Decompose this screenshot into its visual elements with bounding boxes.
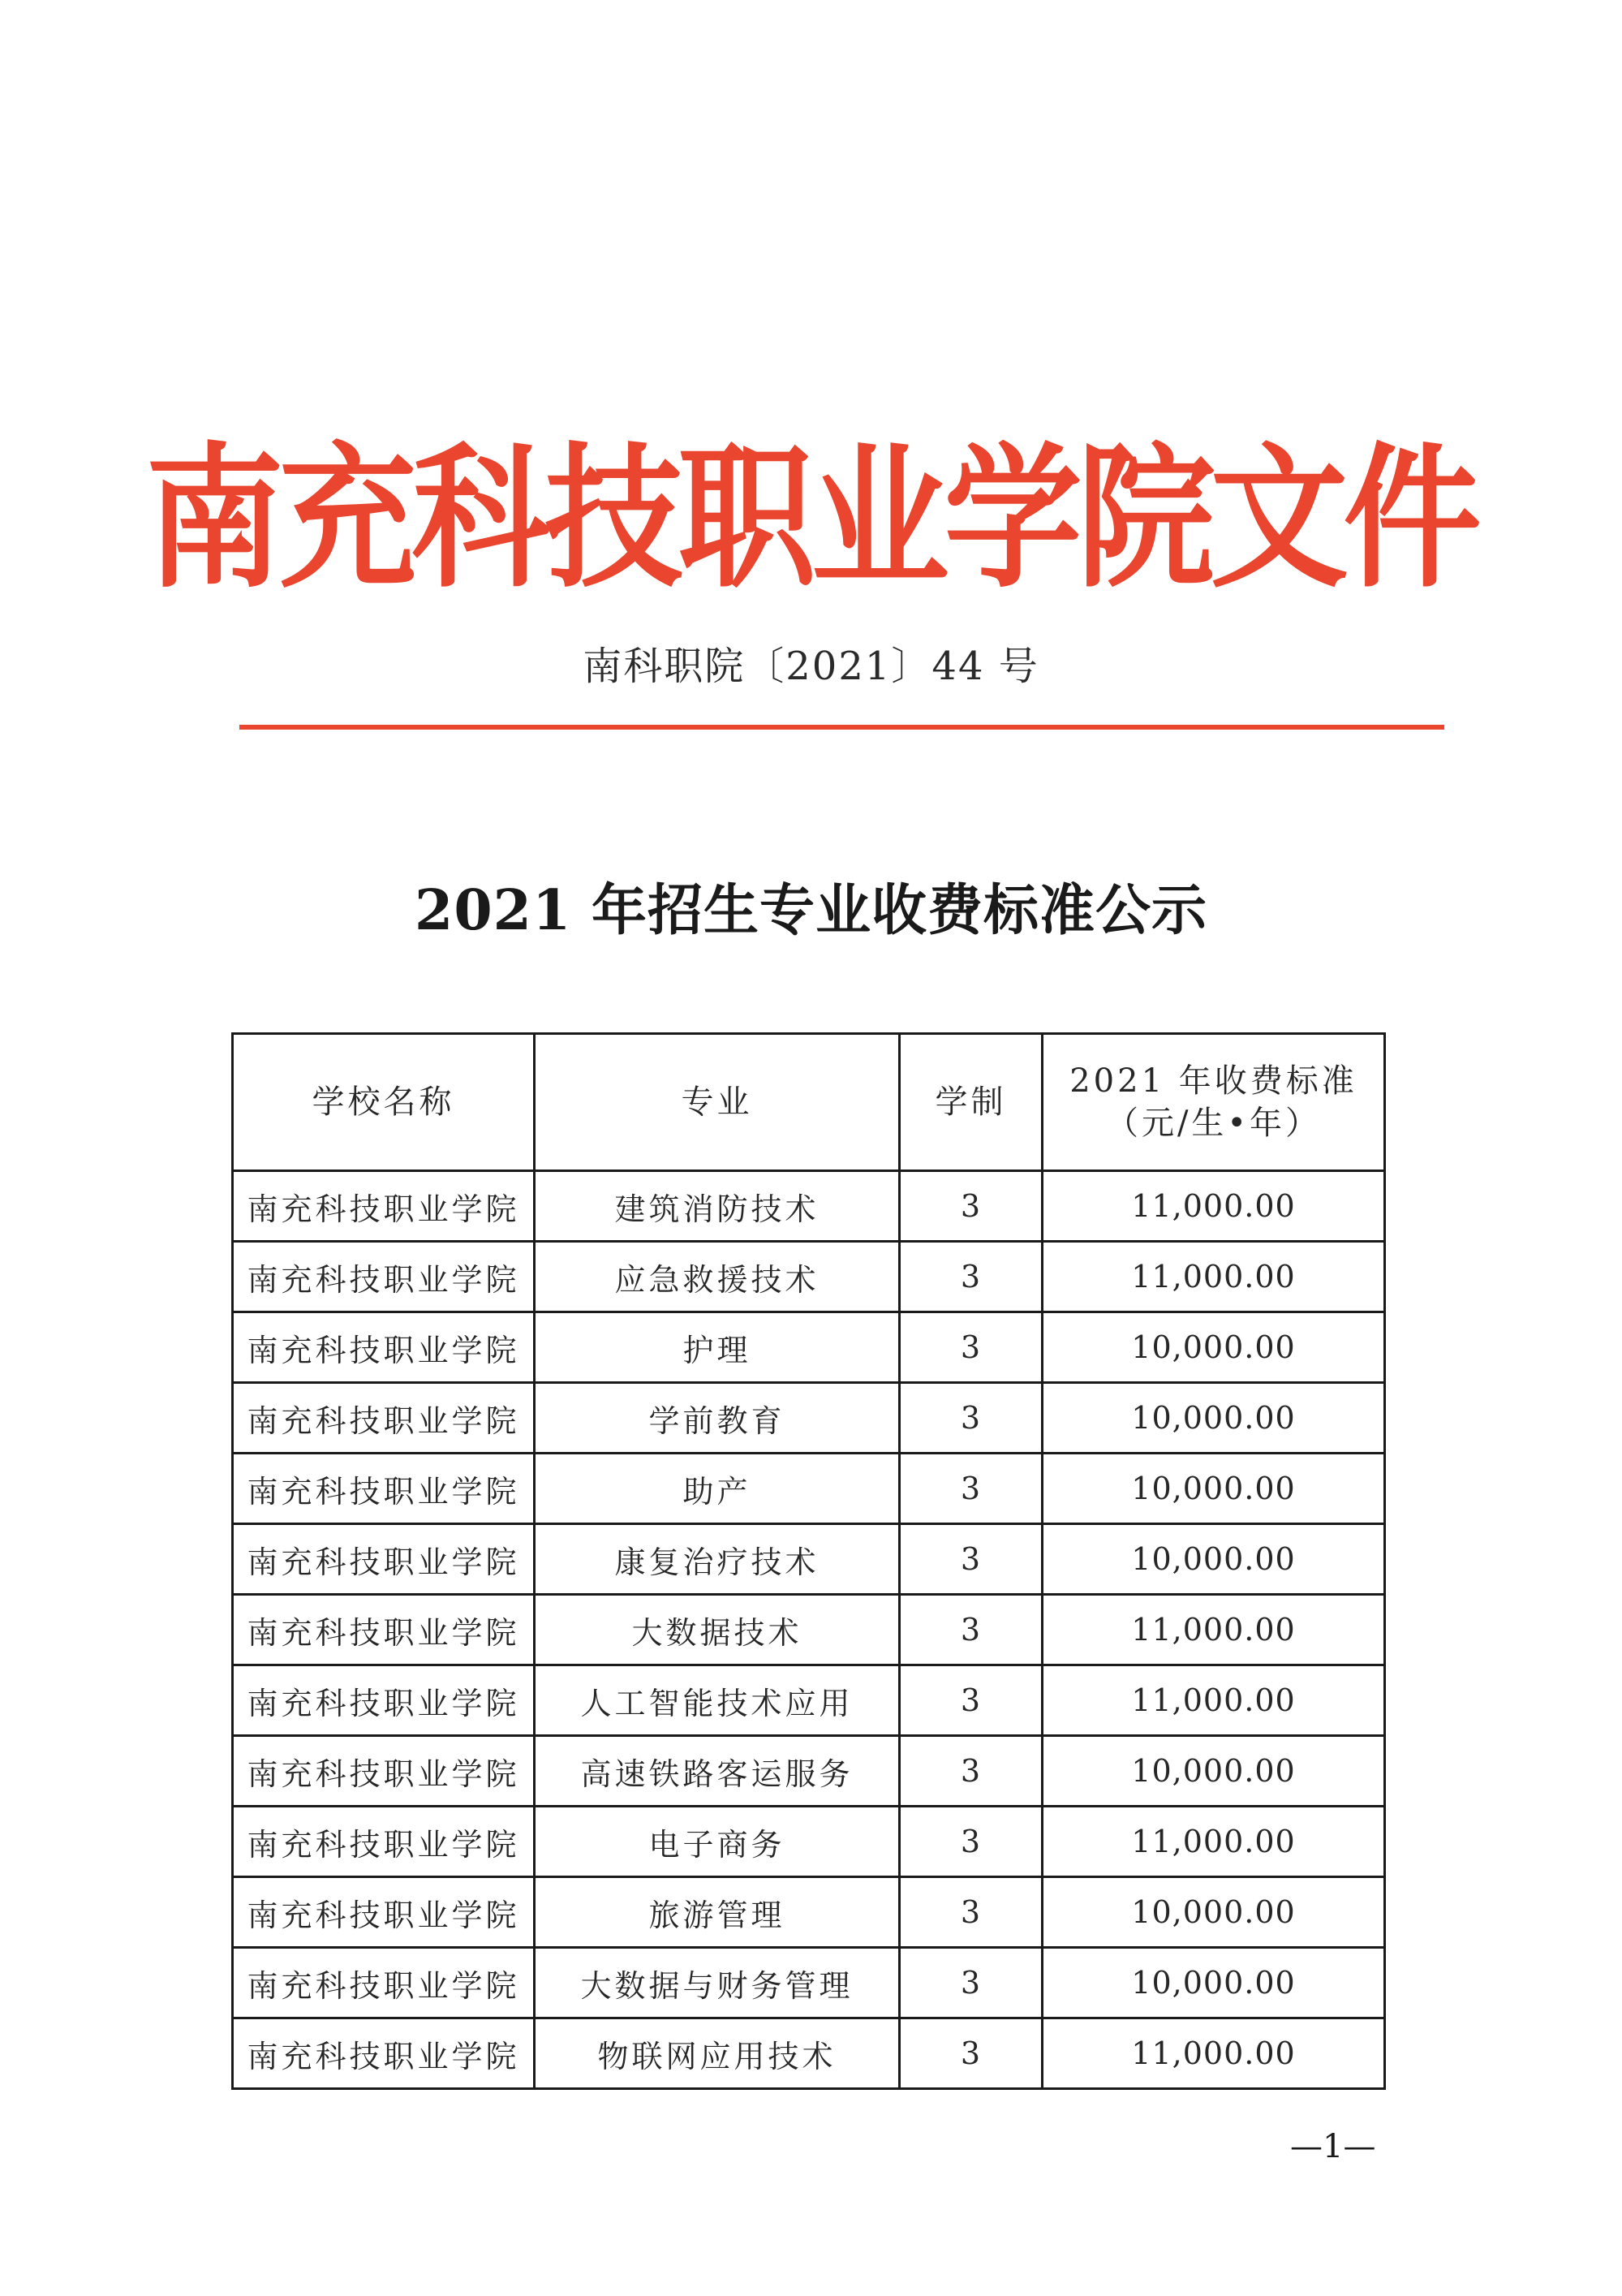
cell-major: 大数据与财务管理 (535, 1948, 900, 2018)
cell-school: 南充科技职业学院 (233, 1454, 535, 1524)
cell-fee: 10,000.00 (1043, 1736, 1385, 1807)
table-row (233, 1454, 1385, 1524)
cell-years: 3 (900, 1807, 1043, 1877)
table-row (233, 1242, 1385, 1312)
cell-major: 电子商务 (535, 1807, 900, 1877)
table-header-row (233, 1034, 1385, 1171)
column-header-school: 学校名称 (233, 1034, 535, 1171)
table-row (233, 1948, 1385, 2018)
cell-years: 3 (900, 1242, 1043, 1312)
cell-years: 3 (900, 1595, 1043, 1665)
fee-table (231, 1032, 1386, 2090)
cell-school: 南充科技职业学院 (233, 1383, 535, 1454)
cell-major: 物联网应用技术 (535, 2018, 900, 2089)
cell-major: 应急救援技术 (535, 1242, 900, 1312)
cell-fee: 11,000.00 (1043, 1807, 1385, 1877)
table-row (233, 1665, 1385, 1736)
column-header-fee-unit: （元/生•年） (1105, 1105, 1322, 1142)
cell-years: 3 (900, 1454, 1043, 1524)
table-row (233, 1595, 1385, 1665)
column-header-fee (1043, 1034, 1385, 1171)
column-header-fee-title: 2021 年收费标准 (1069, 1062, 1357, 1100)
cell-school: 南充科技职业学院 (233, 1807, 535, 1877)
cell-years: 3 (900, 1524, 1043, 1595)
cell-fee: 10,000.00 (1043, 1312, 1385, 1383)
table-row (233, 1312, 1385, 1383)
cell-school: 南充科技职业学院 (233, 1948, 535, 2018)
cell-major: 助产 (535, 1454, 900, 1524)
cell-years: 3 (900, 1171, 1043, 1242)
cell-fee: 10,000.00 (1043, 1948, 1385, 2018)
cell-major: 学前教育 (535, 1383, 900, 1454)
document-heading: 2021 年招生专业收费标准公示 (415, 878, 1207, 943)
cell-school: 南充科技职业学院 (233, 2018, 535, 2089)
column-header-major: 专业 (535, 1034, 900, 1171)
cell-years: 3 (900, 1736, 1043, 1807)
document-number: 南科职院〔2021〕44 号 (583, 644, 1039, 689)
cell-major: 人工智能技术应用 (535, 1665, 900, 1736)
cell-fee: 10,000.00 (1043, 1524, 1385, 1595)
cell-major: 旅游管理 (535, 1877, 900, 1948)
cell-school: 南充科技职业学院 (233, 1524, 535, 1595)
cell-fee: 10,000.00 (1043, 1454, 1385, 1524)
cell-school: 南充科技职业学院 (233, 1595, 535, 1665)
cell-fee: 11,000.00 (1043, 1242, 1385, 1312)
cell-years: 3 (900, 1948, 1043, 2018)
cell-years: 3 (900, 1877, 1043, 1948)
cell-fee: 10,000.00 (1043, 1877, 1385, 1948)
cell-fee: 11,000.00 (1043, 2018, 1385, 2089)
cell-major: 高速铁路客运服务 (535, 1736, 900, 1807)
table-row (233, 1524, 1385, 1595)
cell-years: 3 (900, 1665, 1043, 1736)
table-row (233, 1807, 1385, 1877)
cell-years: 3 (900, 1383, 1043, 1454)
cell-major: 康复治疗技术 (535, 1524, 900, 1595)
cell-school: 南充科技职业学院 (233, 1312, 535, 1383)
cell-fee: 10,000.00 (1043, 1383, 1385, 1454)
cell-major: 大数据技术 (535, 1595, 900, 1665)
cell-school: 南充科技职业学院 (233, 1171, 535, 1242)
cell-fee: 11,000.00 (1043, 1171, 1385, 1242)
cell-major: 护理 (535, 1312, 900, 1383)
table-row (233, 1383, 1385, 1454)
table-row (233, 1736, 1385, 1807)
table-row (233, 1877, 1385, 1948)
header-divider (239, 725, 1444, 730)
cell-years: 3 (900, 2018, 1043, 2089)
cell-school: 南充科技职业学院 (233, 1242, 535, 1312)
cell-major: 建筑消防技术 (535, 1171, 900, 1242)
cell-fee: 11,000.00 (1043, 1595, 1385, 1665)
table-row (233, 2018, 1385, 2089)
column-header-years: 学制 (900, 1034, 1043, 1171)
cell-years: 3 (900, 1312, 1043, 1383)
table-row (233, 1171, 1385, 1242)
cell-school: 南充科技职业学院 (233, 1665, 535, 1736)
cell-school: 南充科技职业学院 (233, 1877, 535, 1948)
cell-school: 南充科技职业学院 (233, 1736, 535, 1807)
cell-fee: 11,000.00 (1043, 1665, 1385, 1736)
document-header-title: 南充科技职业学院文件 (145, 429, 1477, 610)
page-number: —1— (1290, 2128, 1376, 2165)
